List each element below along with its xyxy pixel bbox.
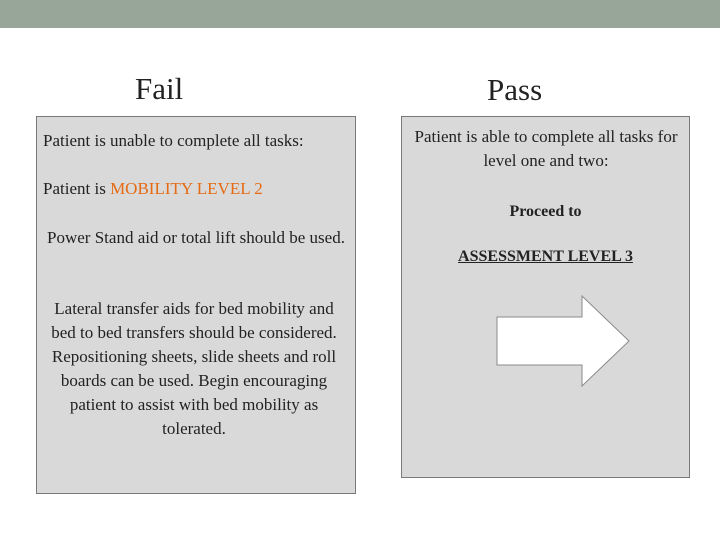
fail-box (36, 116, 356, 494)
aid-text: Power Stand aid or total lift should be used. (47, 228, 345, 247)
pass-intro-text: Patient is able to complete all tasks for level one and two: (414, 127, 678, 170)
mobility-level-line (43, 177, 263, 201)
mobility-level-value: MOBILITY LEVEL 2 (110, 179, 263, 198)
top-bar (0, 0, 720, 28)
pass-box (401, 116, 690, 478)
right-arrow-icon (496, 295, 630, 387)
pass-heading: Pass (487, 72, 543, 107)
assessment-level-text: ASSESSMENT LEVEL 3 (458, 248, 633, 265)
lateral-transfer-text: Lateral transfer aids for bed mobility and bed to bed transfers should be considered. Repositioning sheets, slide sheets and roll boards can be used. Begin encouraging patient to assist with bed mobility as tolerated. (51, 299, 337, 438)
level-prefix: Patient is (43, 179, 111, 198)
fail-intro-text: Patient is unable to complete all tasks: (43, 131, 304, 150)
proceed-text: Proceed to (509, 203, 582, 220)
fail-heading: Fail (135, 71, 184, 106)
